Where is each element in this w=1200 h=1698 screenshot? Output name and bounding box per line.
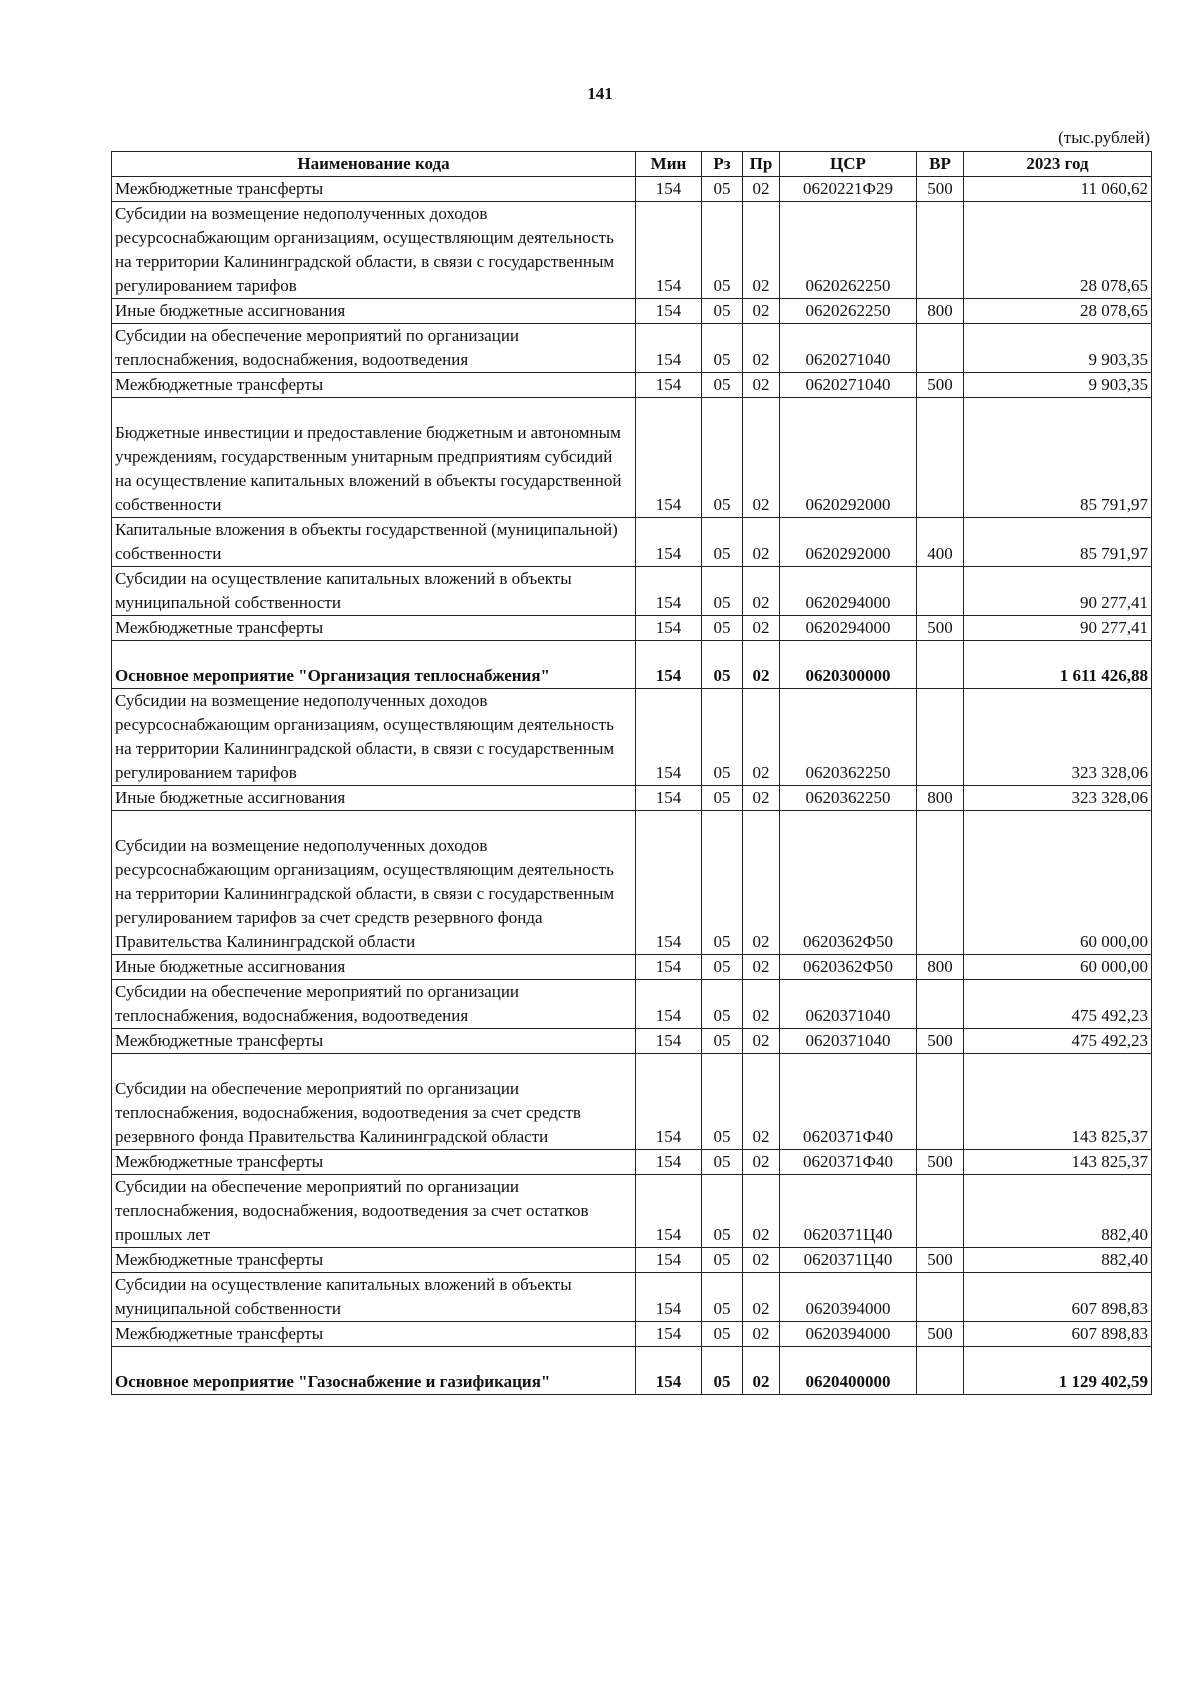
cell-csr: 0620371Ц40: [780, 1175, 917, 1248]
cell-name: Межбюджетные трансферты: [112, 1322, 636, 1347]
cell-vr: [917, 202, 964, 299]
cell-vr: 400: [917, 518, 964, 567]
cell-csr: 0620362Ф50: [780, 811, 917, 955]
cell-vr: 800: [917, 786, 964, 811]
header-min: Мин: [636, 152, 702, 177]
cell-amount: 323 328,06: [964, 786, 1152, 811]
table-row: [112, 202, 1152, 299]
cell-amount: 607 898,83: [964, 1322, 1152, 1347]
cell-pr: 02: [743, 811, 780, 955]
cell-min: 154: [636, 567, 702, 616]
cell-vr: 500: [917, 373, 964, 398]
cell-rz: 05: [702, 398, 743, 518]
cell-min: 154: [636, 1054, 702, 1150]
cell-rz: 05: [702, 567, 743, 616]
cell-amount: 323 328,06: [964, 689, 1152, 786]
cell-min: 154: [636, 1175, 702, 1248]
cell-min: 154: [636, 518, 702, 567]
cell-amount: 9 903,35: [964, 373, 1152, 398]
cell-vr: [917, 1347, 964, 1395]
cell-csr: 0620400000: [780, 1347, 917, 1395]
cell-min: 154: [636, 811, 702, 955]
header-row: [112, 152, 1152, 177]
cell-min: 154: [636, 373, 702, 398]
cell-min: 154: [636, 324, 702, 373]
cell-name: Межбюджетные трансферты: [112, 1248, 636, 1273]
cell-amount: 882,40: [964, 1248, 1152, 1273]
cell-amount: 1 611 426,88: [964, 641, 1152, 689]
cell-min: 154: [636, 786, 702, 811]
table-row: [112, 616, 1152, 641]
cell-rz: 05: [702, 955, 743, 980]
table-row: [112, 373, 1152, 398]
cell-name: Бюджетные инвестиции и предоставление бюджетным и автономным учреждениям, государственным унитарным предприятиям субсидий на осуществление капитальных вложений в объекты государственной собственности: [112, 398, 636, 518]
cell-vr: [917, 1054, 964, 1150]
cell-rz: 05: [702, 1322, 743, 1347]
cell-csr: 0620300000: [780, 641, 917, 689]
cell-min: 154: [636, 955, 702, 980]
cell-amount: 11 060,62: [964, 177, 1152, 202]
cell-name: Капитальные вложения в объекты государственной (муниципальной) собственности: [112, 518, 636, 567]
cell-name: Субсидии на обеспечение мероприятий по организации теплоснабжения, водоснабжения, водоотведения за счет остатков прошлых лет: [112, 1175, 636, 1248]
table-row: [112, 1054, 1152, 1150]
table-row: [112, 689, 1152, 786]
cell-pr: 02: [743, 955, 780, 980]
cell-vr: [917, 641, 964, 689]
cell-name: Основное мероприятие "Газоснабжение и газификация": [112, 1347, 636, 1395]
cell-pr: 02: [743, 1322, 780, 1347]
cell-csr: 0620292000: [780, 518, 917, 567]
cell-pr: 02: [743, 1029, 780, 1054]
cell-min: 154: [636, 177, 702, 202]
cell-rz: 05: [702, 1347, 743, 1395]
table-row: [112, 1273, 1152, 1322]
cell-name: Субсидии на обеспечение мероприятий по организации теплоснабжения, водоснабжения, водоотведения: [112, 324, 636, 373]
header-csr: ЦСР: [780, 152, 917, 177]
table-row: [112, 1150, 1152, 1175]
cell-name: Иные бюджетные ассигнования: [112, 786, 636, 811]
table-row: [112, 567, 1152, 616]
unit-label: (тыс.рублей): [1058, 128, 1150, 147]
cell-min: 154: [636, 641, 702, 689]
cell-csr: 0620362Ф50: [780, 955, 917, 980]
cell-rz: 05: [702, 1029, 743, 1054]
cell-pr: 02: [743, 202, 780, 299]
cell-vr: [917, 398, 964, 518]
cell-amount: 28 078,65: [964, 299, 1152, 324]
cell-csr: 0620271040: [780, 373, 917, 398]
table-row: [112, 299, 1152, 324]
cell-amount: 882,40: [964, 1175, 1152, 1248]
cell-min: 154: [636, 1150, 702, 1175]
cell-pr: 02: [743, 689, 780, 786]
cell-vr: [917, 1273, 964, 1322]
cell-amount: 475 492,23: [964, 980, 1152, 1029]
cell-pr: 02: [743, 1347, 780, 1395]
cell-pr: 02: [743, 324, 780, 373]
cell-min: 154: [636, 1248, 702, 1273]
cell-min: 154: [636, 616, 702, 641]
cell-csr: 0620394000: [780, 1273, 917, 1322]
cell-amount: 28 078,65: [964, 202, 1152, 299]
table-row: [112, 518, 1152, 567]
cell-csr: 0620262250: [780, 299, 917, 324]
cell-min: 154: [636, 202, 702, 299]
cell-csr: 0620362250: [780, 786, 917, 811]
table-row: [112, 398, 1152, 518]
header-rz: Рз: [702, 152, 743, 177]
cell-name: Межбюджетные трансферты: [112, 177, 636, 202]
cell-csr: 0620271040: [780, 324, 917, 373]
cell-rz: 05: [702, 1054, 743, 1150]
cell-amount: 85 791,97: [964, 518, 1152, 567]
cell-name: Межбюджетные трансферты: [112, 1029, 636, 1054]
header-year: 2023 год: [964, 152, 1152, 177]
cell-csr: 0620371040: [780, 980, 917, 1029]
cell-name: Субсидии на обеспечение мероприятий по организации теплоснабжения, водоснабжения, водоотведения за счет средств резервного фонда Правительства Калининградской области: [112, 1054, 636, 1150]
cell-min: 154: [636, 398, 702, 518]
page-number: 141: [587, 84, 613, 103]
cell-pr: 02: [743, 373, 780, 398]
cell-name: Межбюджетные трансферты: [112, 373, 636, 398]
cell-vr: 500: [917, 1322, 964, 1347]
header-name: Наименование кода: [112, 152, 636, 177]
cell-rz: 05: [702, 980, 743, 1029]
cell-rz: 05: [702, 786, 743, 811]
cell-pr: 02: [743, 1248, 780, 1273]
cell-csr: 0620294000: [780, 616, 917, 641]
cell-pr: 02: [743, 177, 780, 202]
cell-name: Субсидии на возмещение недополученных доходов ресурсоснабжающим организациям, осуществляющим деятельность на территории Калининградской области, в связи с государственным регулированием тарифов: [112, 689, 636, 786]
cell-amount: 607 898,83: [964, 1273, 1152, 1322]
cell-amount: 143 825,37: [964, 1150, 1152, 1175]
cell-name: Основное мероприятие "Организация теплоснабжения": [112, 641, 636, 689]
cell-csr: 0620292000: [780, 398, 917, 518]
cell-vr: 500: [917, 1150, 964, 1175]
cell-pr: 02: [743, 398, 780, 518]
cell-pr: 02: [743, 786, 780, 811]
cell-vr: 500: [917, 1248, 964, 1273]
cell-pr: 02: [743, 299, 780, 324]
cell-rz: 05: [702, 1150, 743, 1175]
cell-vr: [917, 689, 964, 786]
cell-rz: 05: [702, 1273, 743, 1322]
cell-pr: 02: [743, 980, 780, 1029]
cell-vr: [917, 324, 964, 373]
cell-rz: 05: [702, 518, 743, 567]
cell-vr: 800: [917, 955, 964, 980]
cell-pr: 02: [743, 567, 780, 616]
table-row: [112, 1175, 1152, 1248]
cell-min: 154: [636, 689, 702, 786]
cell-amount: 475 492,23: [964, 1029, 1152, 1054]
cell-min: 154: [636, 1029, 702, 1054]
header-pr: Пр: [743, 152, 780, 177]
table-row: [112, 177, 1152, 202]
cell-vr: [917, 1175, 964, 1248]
cell-name: Иные бюджетные ассигнования: [112, 299, 636, 324]
budget-table: [111, 151, 1152, 1395]
cell-rz: 05: [702, 177, 743, 202]
cell-pr: 02: [743, 1150, 780, 1175]
cell-name: Субсидии на осуществление капитальных вложений в объекты муниципальной собственности: [112, 1273, 636, 1322]
cell-name: Субсидии на возмещение недополученных доходов ресурсоснабжающим организациям, осуществляющим деятельность на территории Калининградской области, в связи с государственным регулированием тарифов: [112, 202, 636, 299]
table-row: [112, 811, 1152, 955]
cell-rz: 05: [702, 641, 743, 689]
cell-pr: 02: [743, 1273, 780, 1322]
cell-amount: 143 825,37: [964, 1054, 1152, 1150]
cell-vr: 500: [917, 616, 964, 641]
cell-vr: [917, 811, 964, 955]
cell-amount: 9 903,35: [964, 324, 1152, 373]
cell-amount: 60 000,00: [964, 811, 1152, 955]
table-row: [112, 1322, 1152, 1347]
cell-rz: 05: [702, 616, 743, 641]
cell-amount: 90 277,41: [964, 567, 1152, 616]
cell-rz: 05: [702, 689, 743, 786]
cell-csr: 0620294000: [780, 567, 917, 616]
table-row: [112, 1347, 1152, 1395]
cell-csr: 0620371Ц40: [780, 1248, 917, 1273]
cell-vr: 500: [917, 177, 964, 202]
cell-name: Иные бюджетные ассигнования: [112, 955, 636, 980]
cell-vr: 800: [917, 299, 964, 324]
cell-amount: 90 277,41: [964, 616, 1152, 641]
cell-vr: 500: [917, 1029, 964, 1054]
cell-min: 154: [636, 299, 702, 324]
table-row: [112, 324, 1152, 373]
table-row: [112, 1248, 1152, 1273]
table-row: [112, 955, 1152, 980]
cell-rz: 05: [702, 202, 743, 299]
cell-pr: 02: [743, 518, 780, 567]
cell-csr: 0620371Ф40: [780, 1054, 917, 1150]
cell-name: Межбюджетные трансферты: [112, 616, 636, 641]
table-row: [112, 980, 1152, 1029]
cell-csr: 0620394000: [780, 1322, 917, 1347]
cell-csr: 0620362250: [780, 689, 917, 786]
cell-vr: [917, 567, 964, 616]
cell-min: 154: [636, 1347, 702, 1395]
cell-csr: 0620221Ф29: [780, 177, 917, 202]
table-body: [112, 177, 1152, 1395]
cell-name: Субсидии на обеспечение мероприятий по организации теплоснабжения, водоснабжения, водоотведения: [112, 980, 636, 1029]
table-row: [112, 786, 1152, 811]
cell-pr: 02: [743, 641, 780, 689]
cell-amount: 60 000,00: [964, 955, 1152, 980]
cell-min: 154: [636, 1322, 702, 1347]
cell-name: Межбюджетные трансферты: [112, 1150, 636, 1175]
cell-min: 154: [636, 980, 702, 1029]
cell-csr: 0620262250: [780, 202, 917, 299]
table-row: [112, 641, 1152, 689]
cell-name: Субсидии на возмещение недополученных доходов ресурсоснабжающим организациям, осуществляющим деятельность на территории Калининградской области, в связи с государственным регулированием тарифов за счет средств резервного фонда Правительства Калининградской области: [112, 811, 636, 955]
cell-amount: 85 791,97: [964, 398, 1152, 518]
cell-rz: 05: [702, 811, 743, 955]
cell-vr: [917, 980, 964, 1029]
cell-pr: 02: [743, 1175, 780, 1248]
cell-name: Субсидии на осуществление капитальных вложений в объекты муниципальной собственности: [112, 567, 636, 616]
cell-pr: 02: [743, 616, 780, 641]
cell-rz: 05: [702, 373, 743, 398]
cell-rz: 05: [702, 299, 743, 324]
cell-rz: 05: [702, 1175, 743, 1248]
cell-pr: 02: [743, 1054, 780, 1150]
table-row: [112, 1029, 1152, 1054]
cell-csr: 0620371Ф40: [780, 1150, 917, 1175]
cell-csr: 0620371040: [780, 1029, 917, 1054]
cell-rz: 05: [702, 1248, 743, 1273]
header-vr: ВР: [917, 152, 964, 177]
cell-amount: 1 129 402,59: [964, 1347, 1152, 1395]
cell-rz: 05: [702, 324, 743, 373]
cell-min: 154: [636, 1273, 702, 1322]
